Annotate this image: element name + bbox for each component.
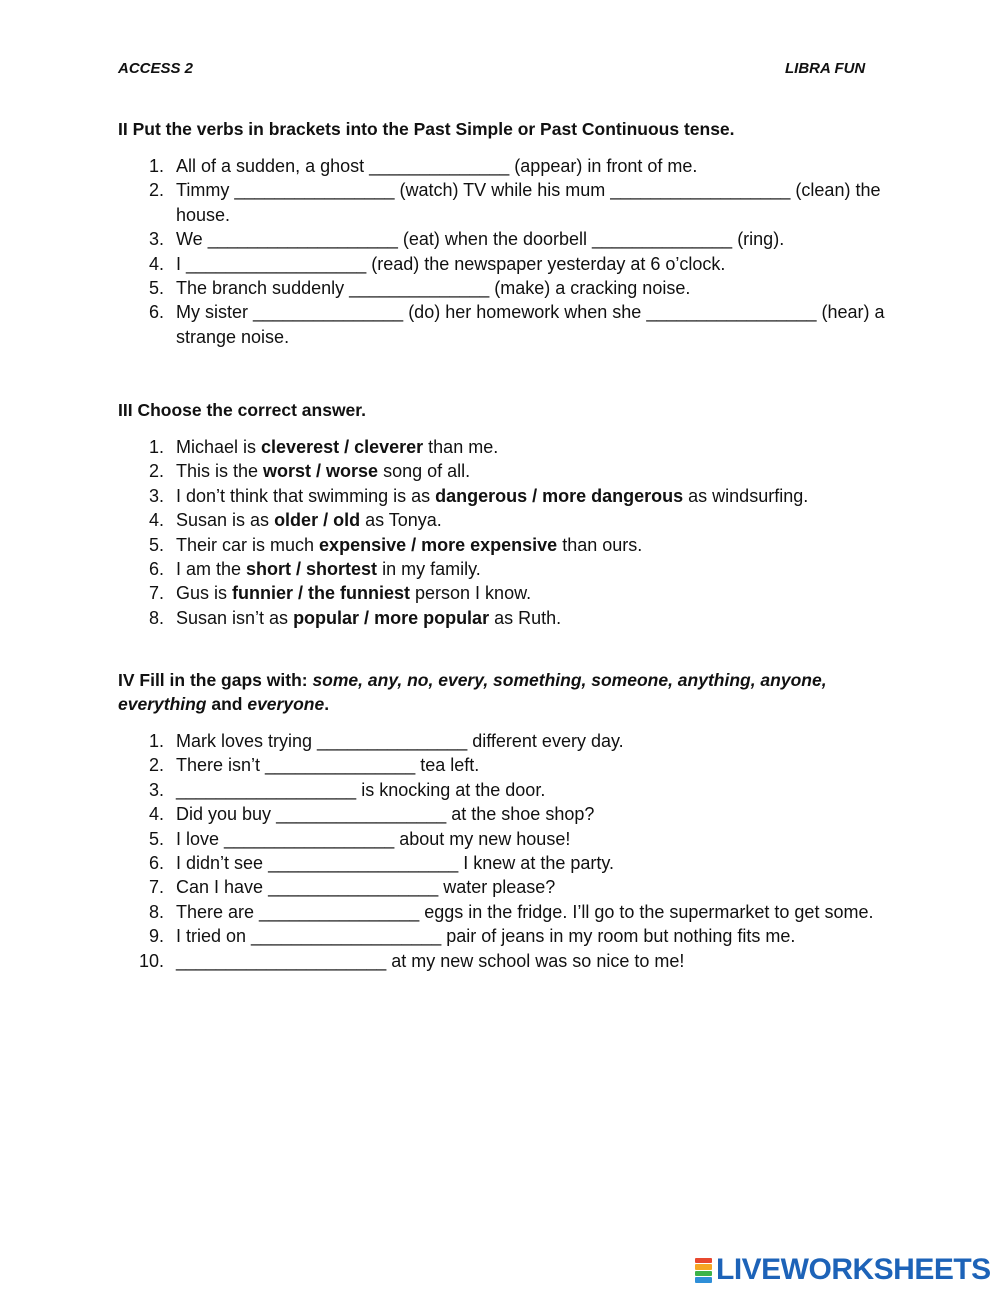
answer-blank: __________________	[176, 779, 357, 800]
list-item	[118, 900, 888, 924]
item-text: than me.	[423, 437, 499, 457]
section-4-title-words: some, any, no, every, something, someone, anything, anyone, everything	[118, 670, 827, 714]
liveworksheets-logo-icon	[695, 1257, 712, 1283]
item-number: 8.	[148, 607, 164, 628]
answer-blank: ___________________	[207, 229, 398, 250]
list-item	[118, 484, 888, 508]
item-number: 3.	[148, 229, 164, 250]
item-text: The branch suddenly	[176, 278, 350, 299]
item-number: 1.	[148, 156, 164, 176]
list-item	[118, 753, 888, 777]
list-item	[118, 581, 888, 605]
answer-blank: ________________	[259, 901, 420, 922]
answer-blank: ________________	[234, 180, 395, 201]
item-text: (appear) in front of me.	[509, 156, 698, 176]
item-text: I love	[176, 828, 225, 849]
answer-choice: worst / worse	[263, 461, 379, 482]
list-item	[118, 778, 888, 802]
item-text: Gus is	[176, 583, 233, 604]
header-right: LIBRA FUN	[785, 60, 866, 77]
item-text: (read) the newspaper yesterday at 6 o’clock.	[366, 253, 726, 274]
item-text: song of all.	[378, 461, 471, 482]
item-text: Susan isn’t as	[176, 607, 294, 628]
section-3-list	[118, 435, 888, 630]
logo-stripe	[695, 1258, 712, 1264]
item-text: I	[176, 253, 187, 274]
section-4-list	[118, 729, 888, 973]
answer-blank: __________________	[186, 253, 367, 274]
section-4-title	[118, 668, 898, 716]
item-text: Can I have	[176, 877, 269, 898]
item-text: eggs in the fridge. I’ll go to the supermarket to get some.	[419, 901, 874, 922]
answer-blank: ______________	[349, 278, 490, 299]
item-text: Mark loves trying	[176, 731, 318, 751]
item-text: (watch) TV while his mum	[394, 180, 611, 201]
answer-choice: short / shortest	[246, 559, 378, 580]
item-number: 9.	[148, 926, 164, 947]
item-number: 1.	[148, 731, 164, 751]
answer-blank: _______________	[265, 755, 416, 776]
answer-blank: _________________	[224, 828, 395, 849]
item-text: Did you buy	[176, 804, 277, 825]
item-text: (hear) a strange noise.	[176, 302, 885, 347]
item-number: 2.	[148, 180, 164, 201]
answer-blank: _________________	[646, 302, 817, 323]
item-text: (eat) when the doorbell	[397, 229, 593, 250]
answer-choice: dangerous / more dangerous	[435, 485, 684, 506]
item-text: All of a sudden, a ghost	[176, 156, 370, 176]
item-text: My sister	[176, 302, 254, 323]
item-text: I don’t think that swimming is as	[176, 485, 436, 506]
item-text: Michael is	[176, 437, 262, 457]
item-text: than ours.	[557, 534, 643, 555]
item-number: 7.	[148, 583, 164, 604]
item-text: (ring).	[732, 229, 785, 250]
list-item	[118, 508, 888, 532]
item-number: 4.	[148, 804, 164, 825]
item-text: person I know.	[410, 583, 532, 604]
item-text: water please?	[438, 877, 556, 898]
list-item	[118, 533, 888, 557]
item-text: as windsurfing.	[683, 485, 809, 506]
item-number: 6.	[148, 853, 164, 874]
item-number: 7.	[148, 877, 164, 898]
item-text: (clean) the house.	[176, 180, 881, 225]
item-text: is knocking at the door.	[356, 779, 546, 800]
item-number: 6.	[148, 559, 164, 580]
item-text: different every day.	[467, 731, 624, 751]
item-text: (make) a cracking noise.	[489, 278, 691, 299]
liveworksheets-logo	[695, 1253, 991, 1287]
section-4-title-and: and	[206, 694, 248, 714]
list-item	[118, 802, 888, 826]
section-4-title-end: .	[324, 694, 330, 714]
item-text: I am the	[176, 559, 247, 580]
answer-blank: ___________________	[268, 853, 459, 874]
list-item	[118, 851, 888, 875]
logo-stripe	[695, 1277, 712, 1283]
answer-choice: expensive / more expensive	[319, 534, 558, 555]
item-text: at the shoe shop?	[446, 804, 595, 825]
item-text: I didn’t see	[176, 853, 269, 874]
list-item	[118, 924, 888, 948]
answer-blank: ___________________	[251, 926, 442, 947]
item-number: 5.	[148, 828, 164, 849]
answer-choice: funnier / the funniest	[232, 583, 411, 604]
list-item	[118, 276, 888, 300]
list-item	[118, 178, 888, 227]
item-text: pair of jeans in my room but nothing fits me.	[441, 926, 796, 947]
answer-blank: _______________	[253, 302, 404, 323]
section-2-list	[118, 154, 888, 349]
section-3-title: III Choose the correct answer.	[118, 400, 366, 420]
item-number: 5.	[148, 278, 164, 299]
answer-choice: popular / more popular	[293, 607, 490, 628]
item-text: I tried on	[176, 926, 252, 947]
item-text: There isn’t	[176, 755, 266, 776]
list-item	[118, 606, 888, 630]
answer-blank: _________________	[268, 877, 439, 898]
logo-stripe	[695, 1264, 712, 1270]
item-text: I knew at the party.	[458, 853, 615, 874]
item-text: tea left.	[415, 755, 480, 776]
item-number: 4.	[148, 253, 164, 274]
answer-blank: ______________	[369, 156, 510, 176]
list-item	[118, 459, 888, 483]
item-number: 10.	[138, 950, 164, 971]
item-text: in my family.	[377, 559, 481, 580]
item-text: as Ruth.	[489, 607, 562, 628]
item-number: 3.	[148, 779, 164, 800]
logo-stripe	[695, 1271, 712, 1277]
list-item	[118, 435, 888, 459]
section-4-title-last: everyone	[247, 694, 325, 714]
list-item	[118, 227, 888, 251]
item-text: about my new house!	[394, 828, 571, 849]
section-2-title: II Put the verbs in brackets into the Past Simple or Past Continuous tense.	[118, 119, 735, 139]
answer-blank: _____________________	[176, 950, 387, 971]
list-item	[118, 154, 888, 178]
item-number: 3.	[148, 485, 164, 506]
list-item	[118, 729, 888, 753]
list-item	[118, 300, 888, 349]
item-text: There are	[176, 901, 260, 922]
item-number: 2.	[148, 461, 164, 482]
item-number: 5.	[148, 534, 164, 555]
item-text: Susan is as	[176, 510, 275, 531]
item-number: 1.	[148, 437, 164, 457]
answer-blank: __________________	[610, 180, 791, 201]
item-text: as Tonya.	[360, 510, 442, 531]
list-item	[118, 557, 888, 581]
logo-text: LIVEWORKSHEETS	[716, 1253, 991, 1286]
list-item	[118, 949, 888, 973]
item-number: 8.	[148, 901, 164, 922]
item-text: at my new school was so nice to me!	[386, 950, 685, 971]
section-4-title-prefix: IV Fill in the gaps with:	[118, 670, 313, 690]
item-text: Timmy	[176, 180, 235, 201]
answer-blank: ______________	[592, 229, 733, 250]
item-number: 6.	[148, 302, 164, 323]
item-text: This is the	[176, 461, 264, 482]
answer-blank: _________________	[276, 804, 447, 825]
header-left: ACCESS 2	[118, 60, 194, 77]
item-text: Their car is much	[176, 534, 320, 555]
item-number: 2.	[148, 755, 164, 776]
list-item	[118, 875, 888, 899]
answer-choice: older / old	[274, 510, 361, 531]
item-number: 4.	[148, 510, 164, 531]
list-item	[118, 252, 888, 276]
item-text: (do) her homework when she	[403, 302, 647, 323]
answer-blank: _______________	[317, 731, 468, 751]
list-item	[118, 827, 888, 851]
answer-choice: cleverest / cleverer	[261, 437, 424, 457]
item-text: We	[176, 229, 208, 250]
